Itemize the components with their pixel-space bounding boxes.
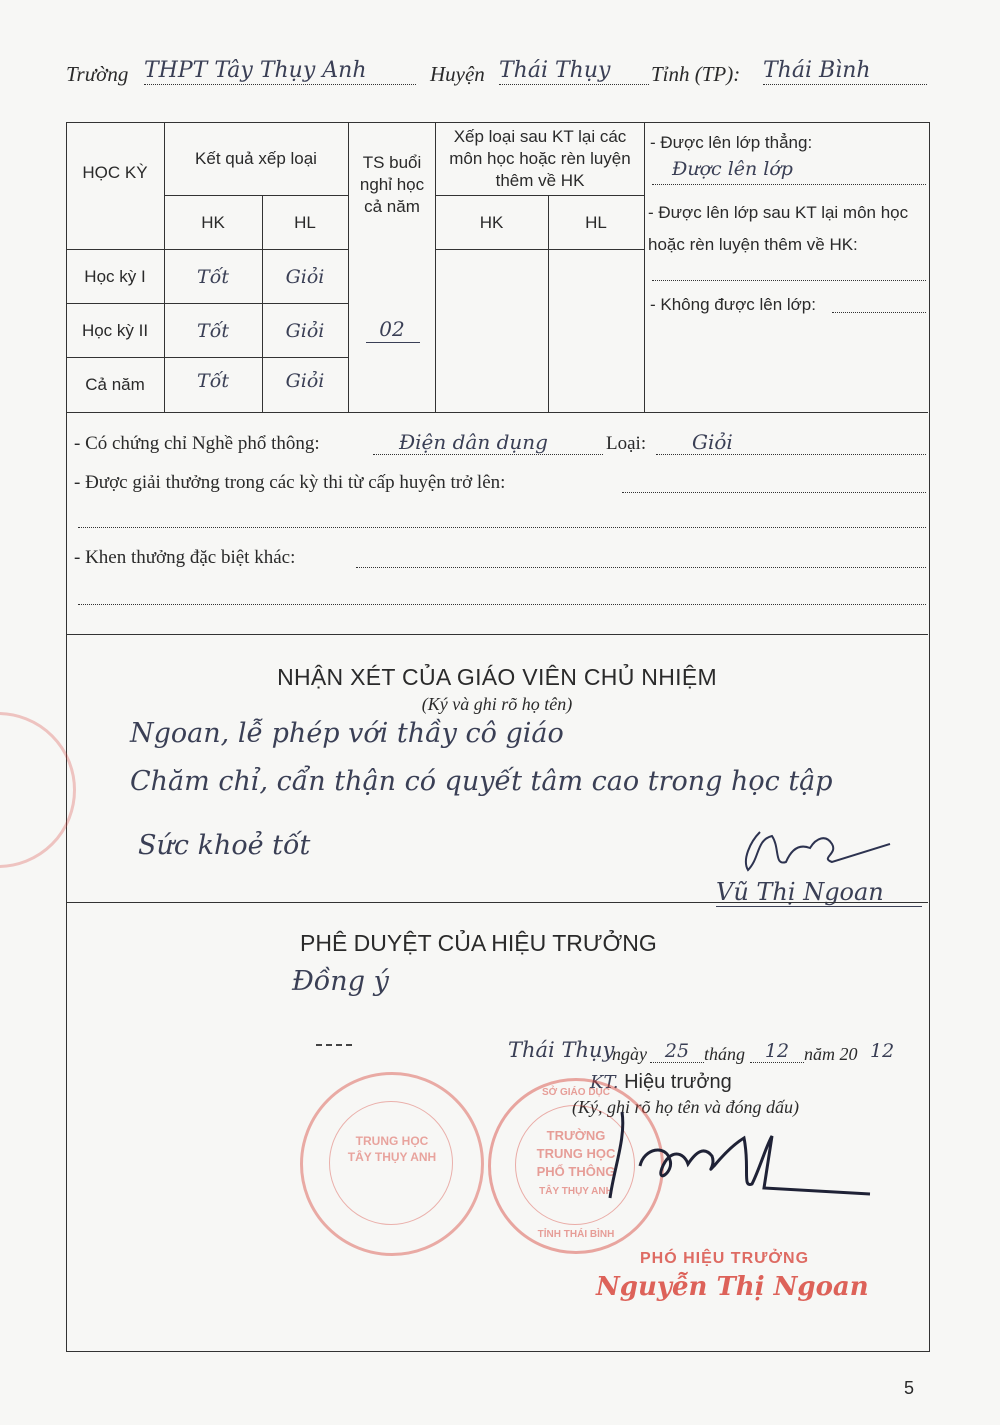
role-prefix: KT. (590, 1072, 619, 1093)
absent-underline (366, 342, 420, 343)
principal-title: PHÊ DUYỆT CỦA HIỆU TRƯỞNG (300, 930, 657, 956)
approval-dash (316, 1044, 352, 1046)
principal-approval: Đồng ý (292, 966, 389, 997)
year-label: năm 20 (804, 1044, 858, 1064)
row-term-3: Cả năm (85, 375, 145, 394)
teacher-comment-line-1: Ngoan, lễ phép với thầy cô giáo (130, 718, 564, 749)
col-hk-header: HK (201, 213, 225, 232)
day-value: 25 (650, 1040, 704, 1063)
teacher-comment-line-2: Chăm chỉ, cẩn thận có quyết tâm cao trong học tập (130, 766, 833, 797)
row-hl-2: Giỏi (285, 320, 325, 342)
divider-teacher (66, 634, 928, 635)
promoted-straight-field: Được lên lớp (652, 158, 926, 185)
awards-label: - Được giải thưởng trong các kỳ thi từ cấp huyện trở lên: (74, 472, 506, 493)
col-absent-header: TS buổi nghỉ học cả năm (359, 153, 425, 216)
teacher-signature (720, 818, 895, 880)
day-label: ngày (612, 1044, 647, 1064)
vocational-field: Điện dân dụng (373, 430, 603, 455)
edge-stamp-fragment (0, 712, 76, 868)
special-awards-field-1 (356, 553, 926, 568)
vice-principal-title: PHÓ HIỆU TRƯỞNG (640, 1250, 810, 1267)
row-hk-3: Tốt (197, 370, 229, 392)
absent-value: 02 (379, 317, 405, 341)
col-hl-header: HL (294, 213, 316, 232)
divider-principal (66, 902, 928, 903)
not-promoted-field (832, 298, 926, 313)
header-line (66, 58, 931, 90)
col-retest-hk-header: HK (479, 213, 504, 232)
rank-label: Loại: (606, 433, 647, 454)
row-hl-3: Giỏi (285, 370, 325, 392)
row-term-1: Học kỳ I (84, 267, 146, 286)
stamp-left-line-2: TÂY THỤY ANH (347, 1150, 437, 1164)
province-field: Thái Bình (763, 58, 927, 85)
district-label: Huyện (430, 62, 485, 86)
special-awards-field-2 (78, 592, 926, 605)
teacher-comment-line-3: Sức khoẻ tốt (138, 830, 311, 861)
school-field: THPT Tây Thụy Anh (144, 58, 416, 85)
special-awards-label: - Khen thưởng đặc biệt khác: (74, 547, 296, 568)
official-stamp-left (300, 1072, 484, 1256)
date-place: Thái Thụy (508, 1038, 615, 1062)
page-number: 5 (904, 1378, 915, 1398)
school-label: Trường (66, 62, 129, 86)
stamp-line-1: SỞ GIÁO DỤC (542, 1087, 610, 1098)
promoted-straight-label: - Được lên lớp thẳng: (650, 133, 813, 152)
row-hk-1: Tốt (197, 266, 229, 288)
awards-field-2 (78, 515, 926, 528)
stamp-line-6: TỈNH THÁI BÌNH (537, 1229, 615, 1240)
year-value: 12 (870, 1040, 895, 1062)
date-line (508, 1038, 908, 1068)
row-term-2: Học kỳ II (81, 321, 149, 340)
col-term-header: HỌC KỲ (82, 163, 148, 182)
province-label: Tỉnh (TP): (651, 62, 741, 86)
teacher-name: Vũ Thị Ngoan (716, 878, 884, 906)
principal-sign-note: (Ký, ghi rõ họ tên và đóng dấu) (572, 1097, 799, 1117)
role-label: Hiệu trưởng (624, 1071, 732, 1093)
promoted-after-retest-label: - Được lên lớp sau KT lại môn học hoặc rèn luyện thêm về HK: (648, 203, 909, 254)
not-promoted-label: - Không được lên lớp: (650, 295, 816, 314)
stamp-line-5: TÂY THỤY ANH (539, 1186, 613, 1197)
stamp-left-line-1: TRUNG HỌC (355, 1134, 429, 1148)
principal-name: Nguyễn Thị Ngoan (596, 1272, 869, 1302)
rank-field: Giỏi (656, 430, 926, 455)
col-retest-hl-header: HL (585, 213, 607, 232)
stamp-line-2: TRƯỜNG (546, 1128, 606, 1143)
promoted-after-retest-field (652, 266, 926, 281)
teacher-name-underline (716, 906, 922, 907)
month-label: tháng (704, 1044, 746, 1064)
stamp-line-4: PHỔ THÔNG (536, 1164, 616, 1179)
row-hk-2: Tốt (197, 320, 229, 342)
teacher-subtitle: (Ký và ghi rõ họ tên) (421, 694, 573, 714)
col-retest-header: Xếp loại sau KT lại các môn học hoặc rèn luyện thêm về HK (449, 127, 631, 190)
principal-signature (600, 1108, 880, 1208)
awards-field-1 (622, 478, 926, 493)
month-value: 12 (750, 1040, 804, 1063)
row-hl-1: Giỏi (285, 266, 325, 288)
vocational-label: - Có chứng chỉ Nghề phổ thông: (74, 433, 320, 454)
stamp-line-3: TRUNG HỌC (536, 1146, 616, 1161)
district-field: Thái Thụy (499, 58, 649, 85)
col-result-header: Kết quả xếp loại (195, 149, 317, 168)
teacher-title: NHẬN XÉT CỦA GIÁO VIÊN CHỦ NHIỆM (277, 664, 717, 690)
